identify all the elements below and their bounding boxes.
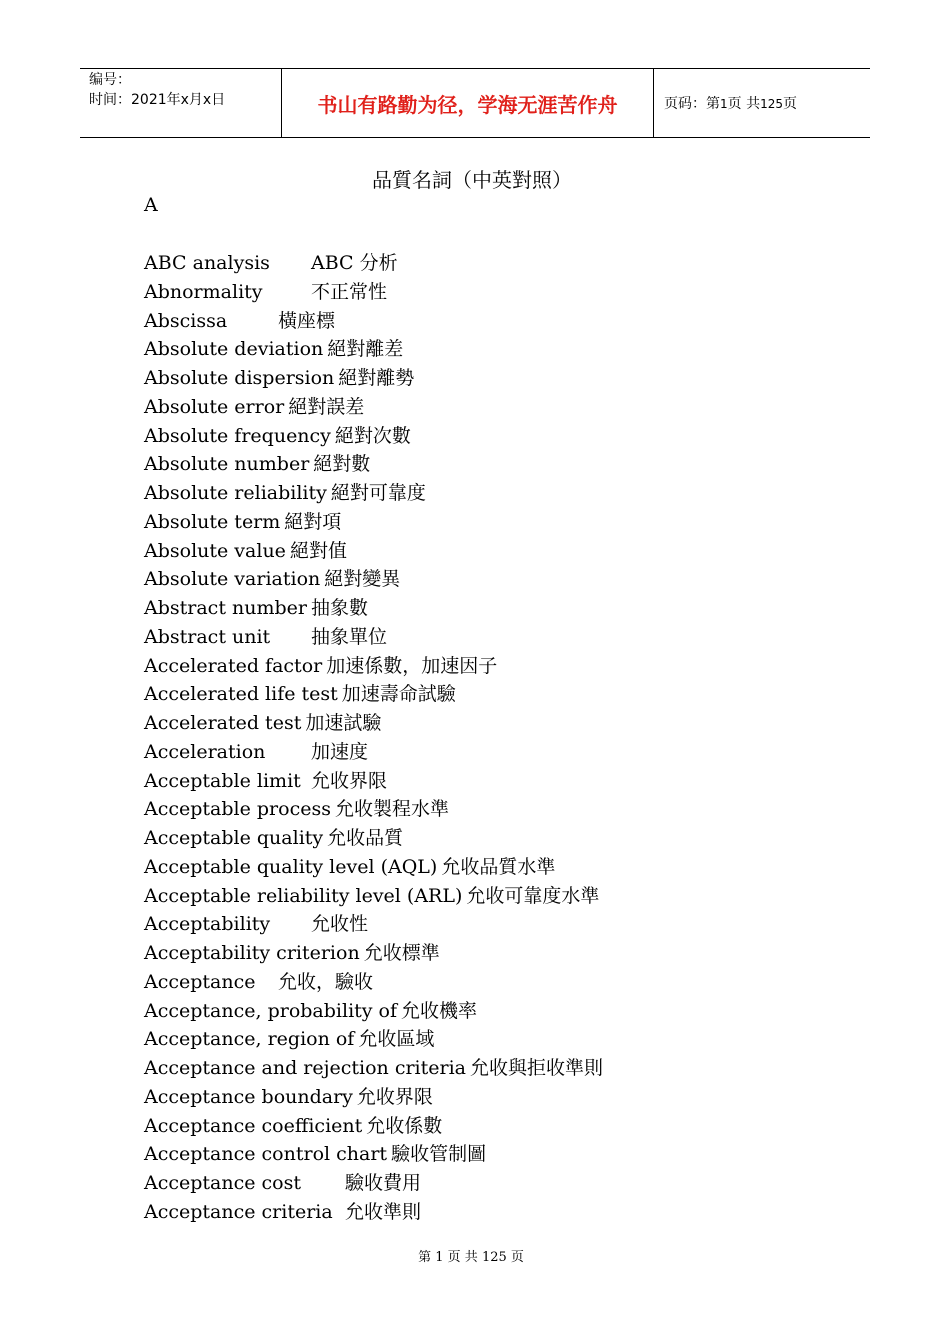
entry-english: Acceptable quality level (AQL) (144, 855, 438, 878)
entry-english: Acceptability criterion (144, 942, 360, 964)
entry-english: Acceptance (144, 970, 256, 993)
entry-chinese: 加速度 (311, 740, 369, 763)
footer-suffix: 页 (510, 1250, 524, 1265)
entry-chinese: ABC 分析 (311, 252, 398, 274)
entry-chinese: 絕對變異 (324, 568, 401, 591)
entry-english: Accelerated factor (144, 654, 323, 677)
entry-english: Accelerated test (144, 712, 302, 734)
code-label: 编号： (89, 72, 131, 88)
entry-english: Acceptance boundary (144, 1085, 353, 1108)
page-footer (0, 1246, 950, 1265)
entry-chinese: 加速係數，加速因子 (326, 654, 498, 677)
entry-english: Acceptance, probability of (144, 999, 398, 1022)
entry-chinese: 允收係數 (366, 1114, 443, 1137)
entry-chinese: 絕對項 (284, 510, 342, 533)
entry-chinese: 允收可靠度水準 (466, 884, 600, 907)
entry-english: Acceptable reliability level (ARL) (144, 884, 463, 907)
entry-chinese: 不正常性 (311, 280, 388, 303)
entry-english: Absolute reliability (144, 482, 327, 504)
entry-english: Absolute error (144, 395, 285, 418)
footer-page-total: 125 (481, 1250, 507, 1265)
entry-english: Abstract number (144, 597, 307, 619)
header-page-line (664, 93, 870, 113)
entry-english: Acceptability (144, 913, 271, 936)
entry-chinese: 絕對誤差 (288, 395, 365, 418)
section-letter: A (144, 194, 158, 216)
entry-english: Acceptance criteria (144, 1200, 333, 1223)
entry-english: Abstract unit (144, 625, 271, 648)
entry-english: ABC analysis (144, 252, 270, 274)
entry-chinese: 抽象數 (311, 597, 369, 619)
document-title-text: 品質名詞（中英對照） (372, 168, 572, 192)
entry-chinese: 絕對次數 (334, 424, 411, 447)
date-label: 时间：2021年x月x日 (89, 92, 226, 108)
entry-english: Absolute term (144, 510, 281, 533)
footer-prefix: 第 (418, 1250, 432, 1265)
header-meta (80, 69, 281, 137)
entry-chinese: 絕對數 (313, 453, 371, 476)
entry-english: Absolute value (144, 539, 286, 562)
header-motto: 书山有路勤为径，学海无涯苦作舟 (317, 92, 618, 117)
header-page-prefix: 页码：第 (664, 96, 720, 112)
entry-chinese: 允收準則 (345, 1200, 422, 1223)
entry-chinese: 加速試驗 (305, 712, 382, 734)
entry-english: Accelerated life test (144, 683, 338, 706)
entry-chinese: 允收製程水準 (334, 798, 449, 821)
entry-english: Absolute deviation (144, 338, 324, 361)
entry-english: Acceleration (144, 740, 266, 763)
entry-english: Abnormality (144, 280, 263, 303)
entry-chinese: 絕對離勢 (338, 367, 415, 389)
entry-chinese: 允收界限 (356, 1085, 433, 1108)
entry-chinese: 允收性 (311, 913, 369, 936)
entry-chinese: 允收品質 (327, 827, 404, 849)
entry-chinese: 允收標準 (363, 942, 440, 964)
entry-chinese: 允收與拒收準則 (470, 1057, 604, 1079)
entry-english: Absolute variation (144, 568, 321, 591)
entry-english: Absolute frequency (144, 424, 331, 447)
entry-chinese: 絕對值 (289, 539, 347, 562)
entry-english: Absolute dispersion (144, 367, 335, 389)
header-page-suffix: 页 (783, 96, 797, 112)
header-page-total: 125 (760, 97, 783, 111)
entry-english: Acceptable limit (144, 769, 301, 792)
entry-english: Abscissa (144, 309, 228, 332)
entry-english: Acceptance and rejection criteria (144, 1057, 466, 1079)
entry-english: Acceptable quality (144, 827, 324, 849)
header-motto-cell (281, 69, 654, 137)
entry-english: Acceptance control chart (144, 1143, 388, 1166)
entry-chinese: 橫座標 (278, 309, 336, 332)
entry-chinese: 絕對離差 (327, 338, 404, 361)
entry-chinese: 驗收管制圖 (391, 1143, 487, 1166)
entry-chinese: 允收，驗收 (278, 970, 374, 993)
header-page-info (654, 69, 870, 137)
entry-chinese: 允收品質水準 (441, 855, 556, 878)
entry-chinese: 允收界限 (311, 769, 388, 792)
header-page-mid: 页 共 (727, 96, 761, 112)
entry-english: Acceptance coefficient (144, 1114, 363, 1137)
entry-english: Acceptance, region of (144, 1028, 355, 1051)
footer-page-num: 1 (435, 1250, 444, 1265)
header-page-num: 1 (720, 97, 728, 111)
entry-chinese: 絕對可靠度 (330, 482, 426, 504)
entry-chinese: 驗收費用 (345, 1172, 422, 1194)
document-title (0, 164, 950, 193)
footer-mid: 页 共 (447, 1250, 478, 1265)
entry-chinese: 加速壽命試驗 (341, 683, 456, 706)
entry-english: Absolute number (144, 453, 310, 476)
entry-chinese: 允收機率 (401, 999, 478, 1022)
entry-chinese: 抽象單位 (311, 625, 388, 648)
footer-text (420, 1250, 526, 1265)
entry-english: Acceptance cost (144, 1172, 302, 1194)
entry-english: Acceptable process (144, 798, 331, 821)
entry-chinese: 允收區域 (358, 1028, 435, 1051)
page-header (80, 68, 870, 138)
